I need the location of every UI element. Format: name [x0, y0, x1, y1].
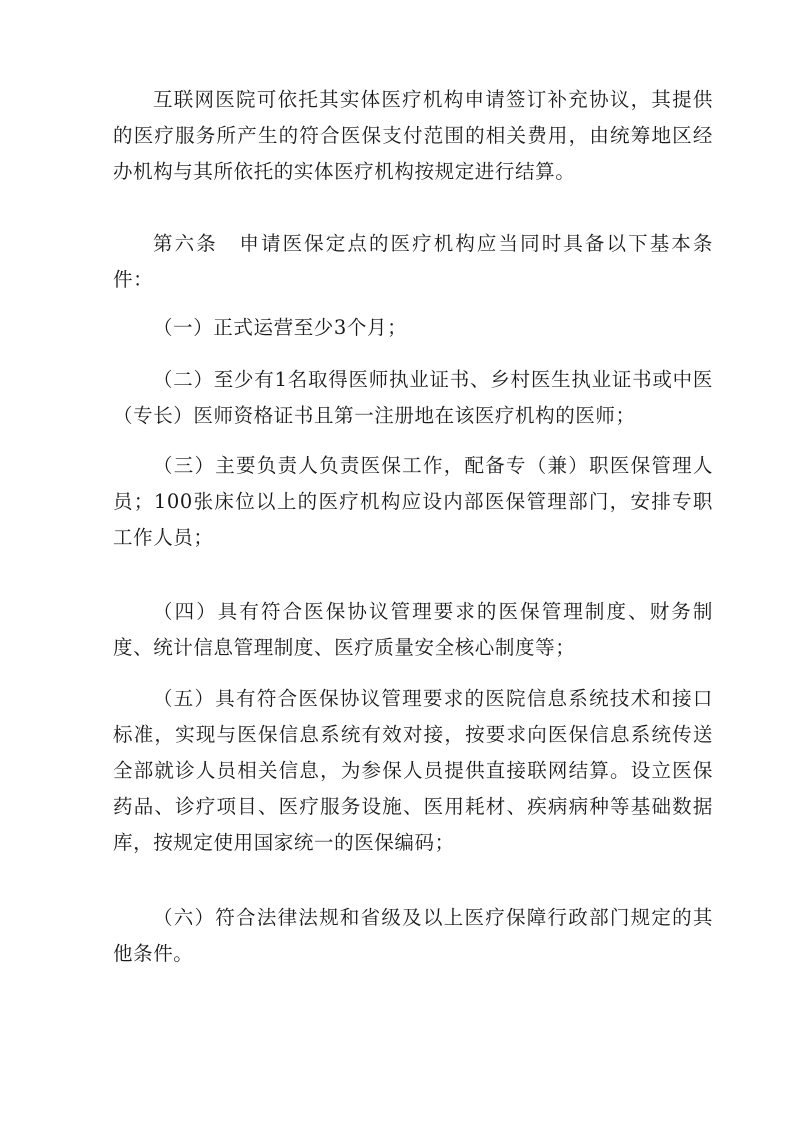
- paragraph-condition-5: （五）具有符合医保协议管理要求的医院信息系统技术和接口标准，实现与医保信息系统有效对接，按要求向医保信息系统传送全部就诊人员相关信息，为参保人员提供直接联网结算。设立医保药品、诊疗项目、医疗服务设施、医用耗材、疾病病种等基础数据库，按规定使用国家统一的医保编码；: [113, 687, 713, 854]
- paragraph-article-six-heading: 第六条 申请医保定点的医疗机构应当同时具备以下基本条件：: [113, 232, 713, 291]
- paragraph-condition-4: （四）具有符合医保协议管理要求的医保管理制度、财务制度、统计信息管理制度、医疗质量安全核心制度等；: [113, 600, 713, 659]
- paragraph-condition-3: （三）主要负责人负责医保工作，配备专（兼）职医保管理人员；100张床位以上的医疗机构应设内部医保管理部门，安排专职工作人员；: [113, 454, 713, 549]
- paragraph-internet-hospital-settlement: 互联网医院可依托其实体医疗机构申请签订补充协议，其提供的医疗服务所产生的符合医保支付范围的相关费用，由统筹地区经办机构与其所依托的实体医疗机构按规定进行结算。: [113, 88, 713, 183]
- paragraph-condition-2: （二）至少有1名取得医师执业证书、乡村医生执业证书或中医（专长）医师资格证书且第一注册地在该医疗机构的医师；: [113, 368, 713, 427]
- paragraph-condition-1: （一）正式运营至少3个月；: [153, 316, 408, 339]
- paragraph-condition-6: （六）符合法律法规和省级及以上医疗保障行政部门规定的其他条件。: [113, 906, 713, 965]
